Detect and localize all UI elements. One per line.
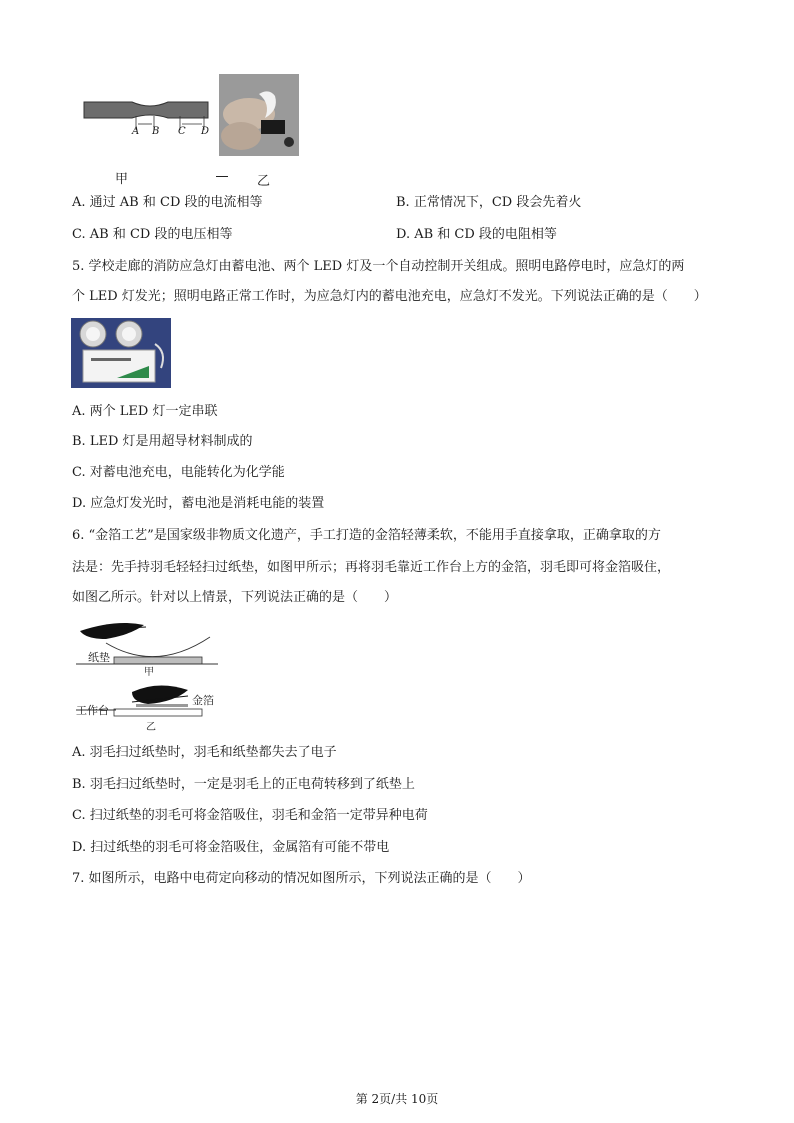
q6-caption-yi: 乙 — [146, 722, 156, 733]
q4-caption-mark — [216, 176, 228, 177]
q6-figure-yi — [76, 680, 221, 732]
paper-label: 纸垫 — [88, 651, 110, 664]
q5-option-b: B. LED 灯是用超导材料制成的 — [72, 434, 253, 449]
label-c: C — [178, 126, 186, 137]
q5-option-c: C. 对蓄电池充电，电能转化为化学能 — [72, 465, 285, 480]
q6-option-d: D. 扫过纸垫的羽毛可将金箔吸住，金属箔有可能不带电 — [72, 840, 390, 855]
burning-foil-photo — [219, 74, 299, 156]
q6-option-b: B. 羽毛扫过纸垫时，一定是羽毛上的正电荷转移到了纸垫上 — [72, 777, 415, 792]
q4-option-d: D. AB 和 CD 段的电阻相等 — [396, 227, 557, 242]
q5-stem-line1: 5. 学校走廊的消防应急灯由蓄电池、两个 LED 灯及一个自动控制开关组成。照明电路停电时，应急灯的两 — [72, 259, 685, 274]
q5-stem-line2: 个 LED 灯发光；照明电路正常工作时，为应急灯内的蓄电池充电，应急灯不发光。下列说法正确的是（ ） — [72, 289, 707, 304]
q4-caption-yi: 乙 — [257, 174, 271, 189]
q6-option-a: A. 羽毛扫过纸垫时，羽毛和纸垫都失去了电子 — [72, 745, 337, 760]
q4-option-a: A. 通过 AB 和 CD 段的电流相等 — [72, 195, 263, 210]
q6-figure-jia — [76, 617, 221, 677]
label-b: B — [152, 126, 160, 137]
q4-caption-jia: 甲 — [115, 172, 129, 187]
q6-option-c: C. 扫过纸垫的羽毛可将金箔吸住，羽毛和金箔一定带异种电荷 — [72, 808, 428, 823]
bench-label: 工作台 — [76, 704, 109, 717]
q5-option-d: D. 应急灯发光时，蓄电池是消耗电能的装置 — [72, 496, 325, 511]
q6-stem-line1: 6. “金箔工艺”是国家级非物质文化遗产，手工打造的金箔轻薄柔软，不能用手直接拿取，正确拿取的方 — [72, 528, 661, 543]
q6-caption-jia: 甲 — [144, 667, 154, 678]
q4-figure-jia — [80, 94, 212, 160]
emergency-light-icon — [71, 318, 171, 388]
q6-stem-line3: 如图乙所示。针对以上情景，下列说法正确的是（ ） — [72, 590, 398, 605]
q4-figure-yi-photo — [219, 74, 299, 156]
q6-stem-line2: 法是：先手持羽毛轻轻扫过纸垫，如图甲所示；再将羽毛靠近工作台上方的金箔，羽毛即可将金箔吸住， — [72, 560, 671, 575]
q5-option-a: A. 两个 LED 灯一定串联 — [72, 404, 218, 419]
q4-option-c: C. AB 和 CD 段的电压相等 — [72, 227, 233, 242]
q7-stem: 7. 如图所示，电路中电荷定向移动的情况如图所示，下列说法正确的是（ ） — [72, 871, 531, 886]
q4-option-b: B. 正常情况下，CD 段会先着火 — [396, 195, 582, 210]
label-a: A — [132, 126, 140, 137]
foil-strip-diagram — [80, 94, 212, 160]
foil-label: 金箔 — [192, 694, 214, 707]
q5-emergency-light-photo — [71, 318, 171, 388]
label-d: D — [201, 126, 210, 137]
page-footer: 第 2页/共 10页 — [355, 1092, 439, 1106]
